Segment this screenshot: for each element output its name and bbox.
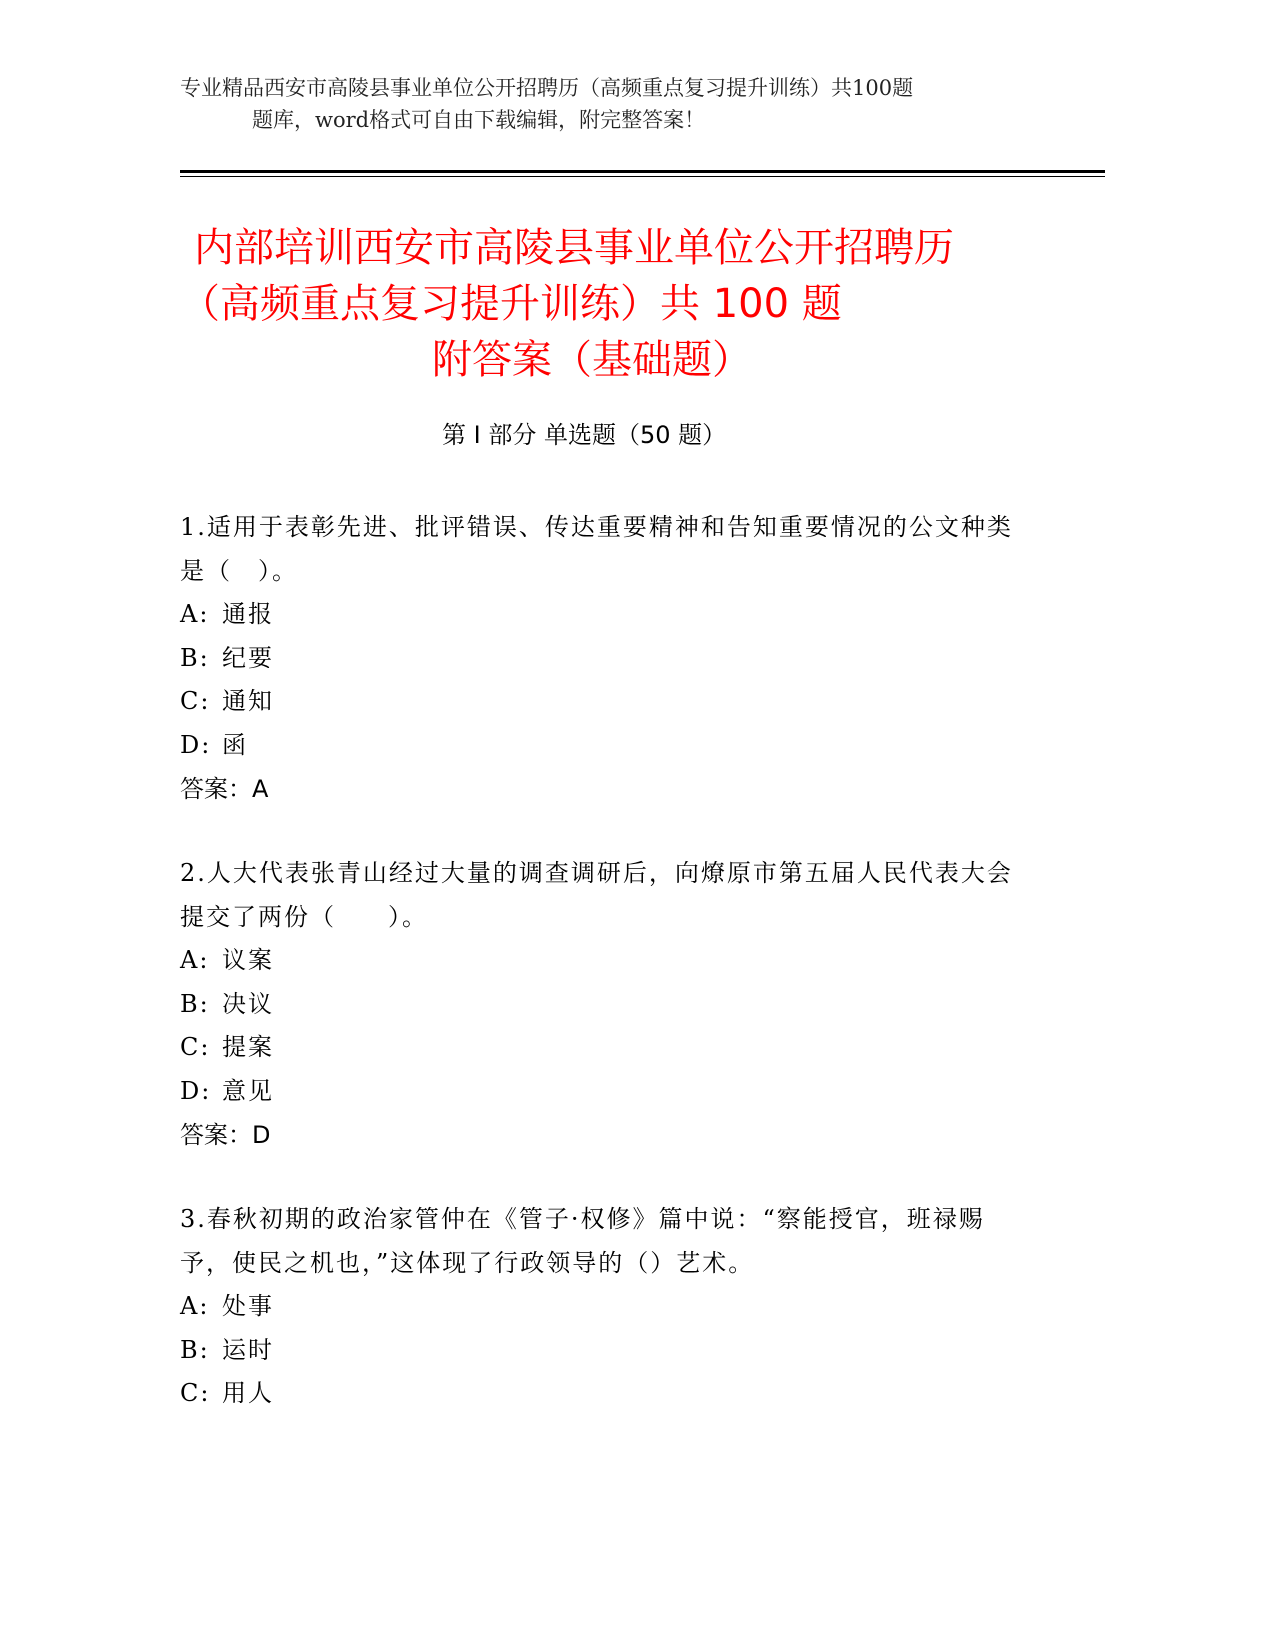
option-text: 纪要 bbox=[222, 643, 274, 672]
option-key: A: bbox=[180, 946, 210, 974]
header-note-line2: 题库，word格式可自由下载编辑，附完整答案！ bbox=[252, 108, 706, 132]
option-c bbox=[180, 1026, 1020, 1070]
answer: 答案：A bbox=[180, 775, 269, 803]
option-b bbox=[180, 637, 1020, 681]
section-title: 第 I 部分 单选题（50 题） bbox=[442, 421, 727, 449]
option-b bbox=[180, 1329, 1020, 1373]
option-text: 提案 bbox=[222, 1033, 274, 1061]
document-title bbox=[180, 220, 1105, 388]
title-line1: 内部培训西安市高陵县事业单位公开招聘历 bbox=[194, 225, 954, 271]
header-divider-thick bbox=[180, 170, 1105, 173]
option-key: D: bbox=[180, 1076, 212, 1105]
option-key: A: bbox=[180, 600, 210, 628]
option-key: B: bbox=[180, 1335, 210, 1364]
question-3 bbox=[180, 1197, 1020, 1416]
option-text: 运时 bbox=[222, 1335, 274, 1364]
option-key: A: bbox=[180, 1292, 210, 1320]
option-d bbox=[180, 1070, 1020, 1114]
option-key: C: bbox=[180, 1033, 211, 1061]
title-line3: 附答案（基础题） bbox=[432, 337, 752, 383]
option-c bbox=[180, 680, 1020, 724]
option-key: B: bbox=[180, 643, 210, 672]
option-text: 议案 bbox=[222, 946, 274, 974]
option-a bbox=[180, 939, 1020, 983]
option-text: 通知 bbox=[222, 687, 274, 715]
question-text: 1.适用于表彰先进、批评错误、传达重要精神和告知重要情况的公文种类是（ ）。 bbox=[180, 513, 1013, 585]
option-b bbox=[180, 983, 1020, 1027]
answer: 答案：D bbox=[180, 1121, 271, 1149]
question-1 bbox=[180, 505, 1020, 811]
option-key: D: bbox=[180, 730, 212, 759]
option-text: 函 bbox=[222, 730, 248, 759]
option-text: 决议 bbox=[222, 989, 274, 1018]
option-text: 处事 bbox=[222, 1292, 274, 1320]
option-a bbox=[180, 1285, 1020, 1329]
option-a bbox=[180, 593, 1020, 637]
title-line2: （高频重点复习提升训练）共 100 题 bbox=[180, 281, 842, 327]
question-text: 3.春秋初期的政治家管仲在《管子·权修》篇中说：“察能授官，班禄赐予，使民之机也，”这体现了行政领导的（）艺术。 bbox=[180, 1205, 985, 1277]
option-text: 意见 bbox=[222, 1076, 274, 1105]
option-text: 通报 bbox=[222, 600, 274, 628]
question-list bbox=[180, 505, 1020, 1456]
option-key: B: bbox=[180, 989, 210, 1018]
option-c bbox=[180, 1372, 1020, 1416]
option-key: C: bbox=[180, 1379, 211, 1407]
option-d bbox=[180, 724, 1020, 768]
header-divider-thin bbox=[180, 176, 1105, 177]
option-text: 用人 bbox=[222, 1379, 274, 1407]
question-text: 2.人大代表张青山经过大量的调查调研后，向燎原市第五届人民代表大会提交了两份（ ）。 bbox=[180, 859, 1013, 931]
option-key: C: bbox=[180, 687, 211, 715]
question-2 bbox=[180, 851, 1020, 1157]
header-note bbox=[180, 72, 1040, 136]
header-note-line1: 专业精品西安市高陵县事业单位公开招聘历（高频重点复习提升训练）共100题 bbox=[180, 76, 914, 100]
